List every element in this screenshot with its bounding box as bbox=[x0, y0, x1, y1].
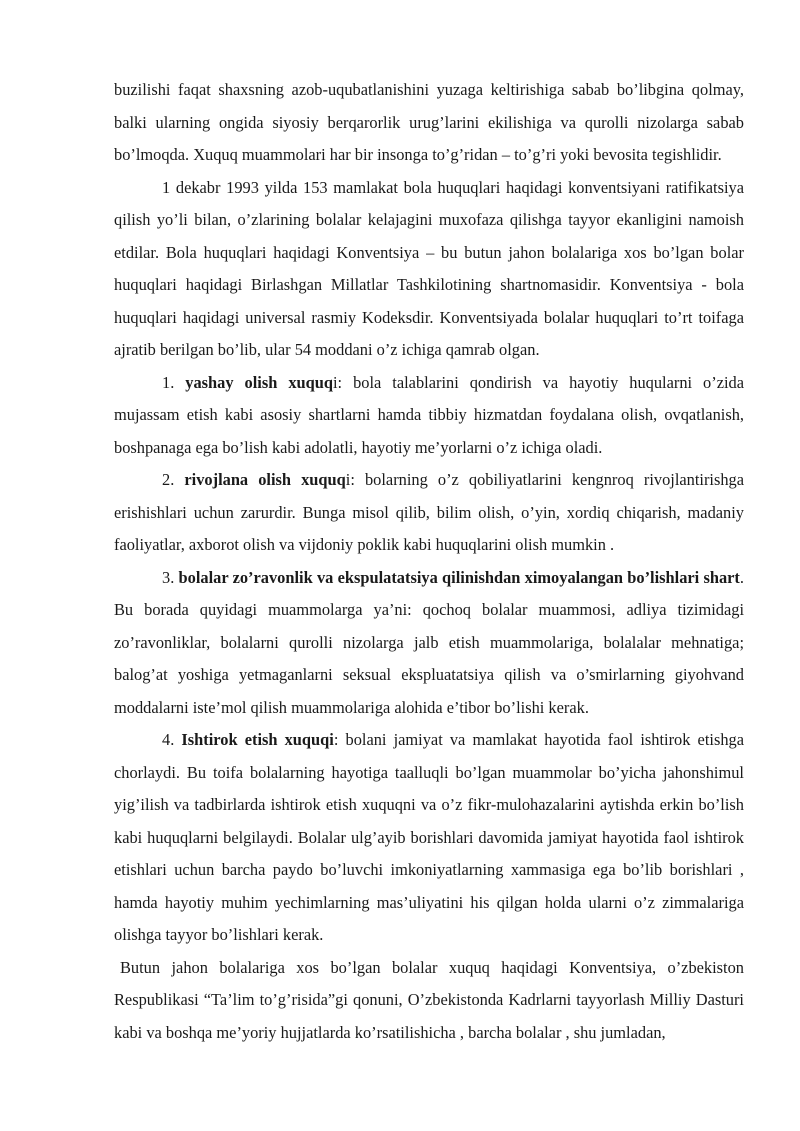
list-item-1-text: i: bola talablarini qondirish va hayotiy huqularni o’zida mujassam etish kabi asosiy shartlarni hamda tibbiy hizmatdan foydalana olish, ovqatlanish, boshpanaga ega bo’lish kabi adolatli, hayotiy me’yorlarni o’z ichiga oladi. bbox=[114, 372, 745, 457]
list-item-2 bbox=[114, 464, 744, 562]
list-item-4-text: : bolani jamiyat va mamlakat hayotida faol ishtirok etishga chorlaydi. Bu toifa bolalarning hayotiga taalluqli bo’lgan muammolar bo’yicha jahonshimul yig’ilish va tadbirlarda ishtirok etish xuquqni va o’z fikr-mulohazalarini aytishda erkin bo’lish kabi huquqlarni belgilaydi. Bolalar ulg’ayib borishlari davomida jamiyat hayotida faol ishtirok etishlari uchun barcha paydo bo’luvchi imkoniyatlarning xammasiga ega bo’lib borishlari , hamda hayotiy muhim yechimlarning mas’uliyatini his qilgan holda ularni o’z zimmalariga olishga tayyor bo’lishlari kerak. bbox=[114, 730, 744, 944]
document-page bbox=[114, 74, 744, 1049]
list-item-4-number: 4. bbox=[162, 730, 182, 749]
list-item-2-number: 2. bbox=[162, 470, 185, 489]
list-item-2-text: i: bolarning o’z qobiliyatlarini kengnroq rivojlantirishga erishishlari uchun zarurdir. Bunga misol qilib, bilim olish, o’yin, xordiq chiqarish, madaniy faoliyatlar, axborot olish va vijdoniy poklik kabi huquqlarini olish mumkin . bbox=[114, 470, 745, 554]
list-item-3 bbox=[114, 562, 744, 725]
list-item-1-heading: yashay olish xuquq bbox=[185, 372, 333, 392]
paragraph-intro: buzilishi faqat shaxsning azob-uqubatlanishini yuzaga keltirishiga sabab bo’libgina qolmay, balki ularning ongida siyosiy berqarorlik urug’larini ekilishiga va qurolli nizolarga sabab bo’lmoqda. Xuquq muammolari har bir insonga to’g’ridan – to’g’ri yoki bevosita tegishlidir. bbox=[114, 80, 744, 164]
list-item-3-number: 3. bbox=[162, 567, 179, 587]
paragraph-closing: Butun jahon bolalariga xos bo’lgan bolalar xuquq haqidagi Konventsiya, o’zbekiston Respublikasi “Ta’lim to’g’risida”gi qonuni, O’zbekistonda Kadrlarni tayyorlash Milliy Dasturi kabi va boshqa me’yoriy hujjatlarda ko’rsatilishicha , barcha bolalar , shu jumladan, bbox=[114, 957, 744, 1042]
paragraph-convention: 1 dekabr 1993 yilda 153 mamlakat bola huquqlari haqidagi konventsiyani ratifikatsiya qilish yo’li bilan, o’zlarining bolalar kelajagini muxofaza qilishga tayyor ekanligini namoish etdilar. Bola huquqlari haqidagi Konventsiya – bu butun jahon bolalariga xos bo’lgan bolar huquqlari haqidagi Birlashgan Millatlar Tashkilotining shartnomasidir. Konventsiya - bola huquqlari haqidagi universal rasmiy Kodeksdir. Konventsiyada bolalar huquqlari to’rt toifaga ajratib berilgan bo’lib, ular 54 moddani o’z ichiga qamrab olgan. bbox=[114, 177, 744, 359]
list-item-4-heading: Ishtirok etish xuquqi bbox=[181, 730, 334, 749]
list-item-2-heading: rivojlana olish xuquq bbox=[184, 470, 346, 489]
list-item-4 bbox=[114, 724, 744, 952]
list-item-3-text: . Bu borada quyidagi muammolarga ya’ni: qochoq bolalar muammosi, adliya tizimidagi zo’ravonliklar, bolalarni qurolli nizolarga jalb etish muammolariga, bolalalar mehnatiga; balog’at yoshiga yetmaganlarni seksual ekspluatatsiya qilish va o’smirlarning giyohvand moddalarni iste’mol qilish muammolariga alohida e’tibor bo’lishi kerak. bbox=[114, 567, 744, 717]
list-item-1 bbox=[114, 367, 744, 465]
list-item-3-heading: bolalar zo’ravonlik va ekspulatatsiya qilinishdan ximoyalangan bo’lishlari shart bbox=[178, 567, 740, 587]
list-item-1-number: 1. bbox=[162, 372, 186, 392]
